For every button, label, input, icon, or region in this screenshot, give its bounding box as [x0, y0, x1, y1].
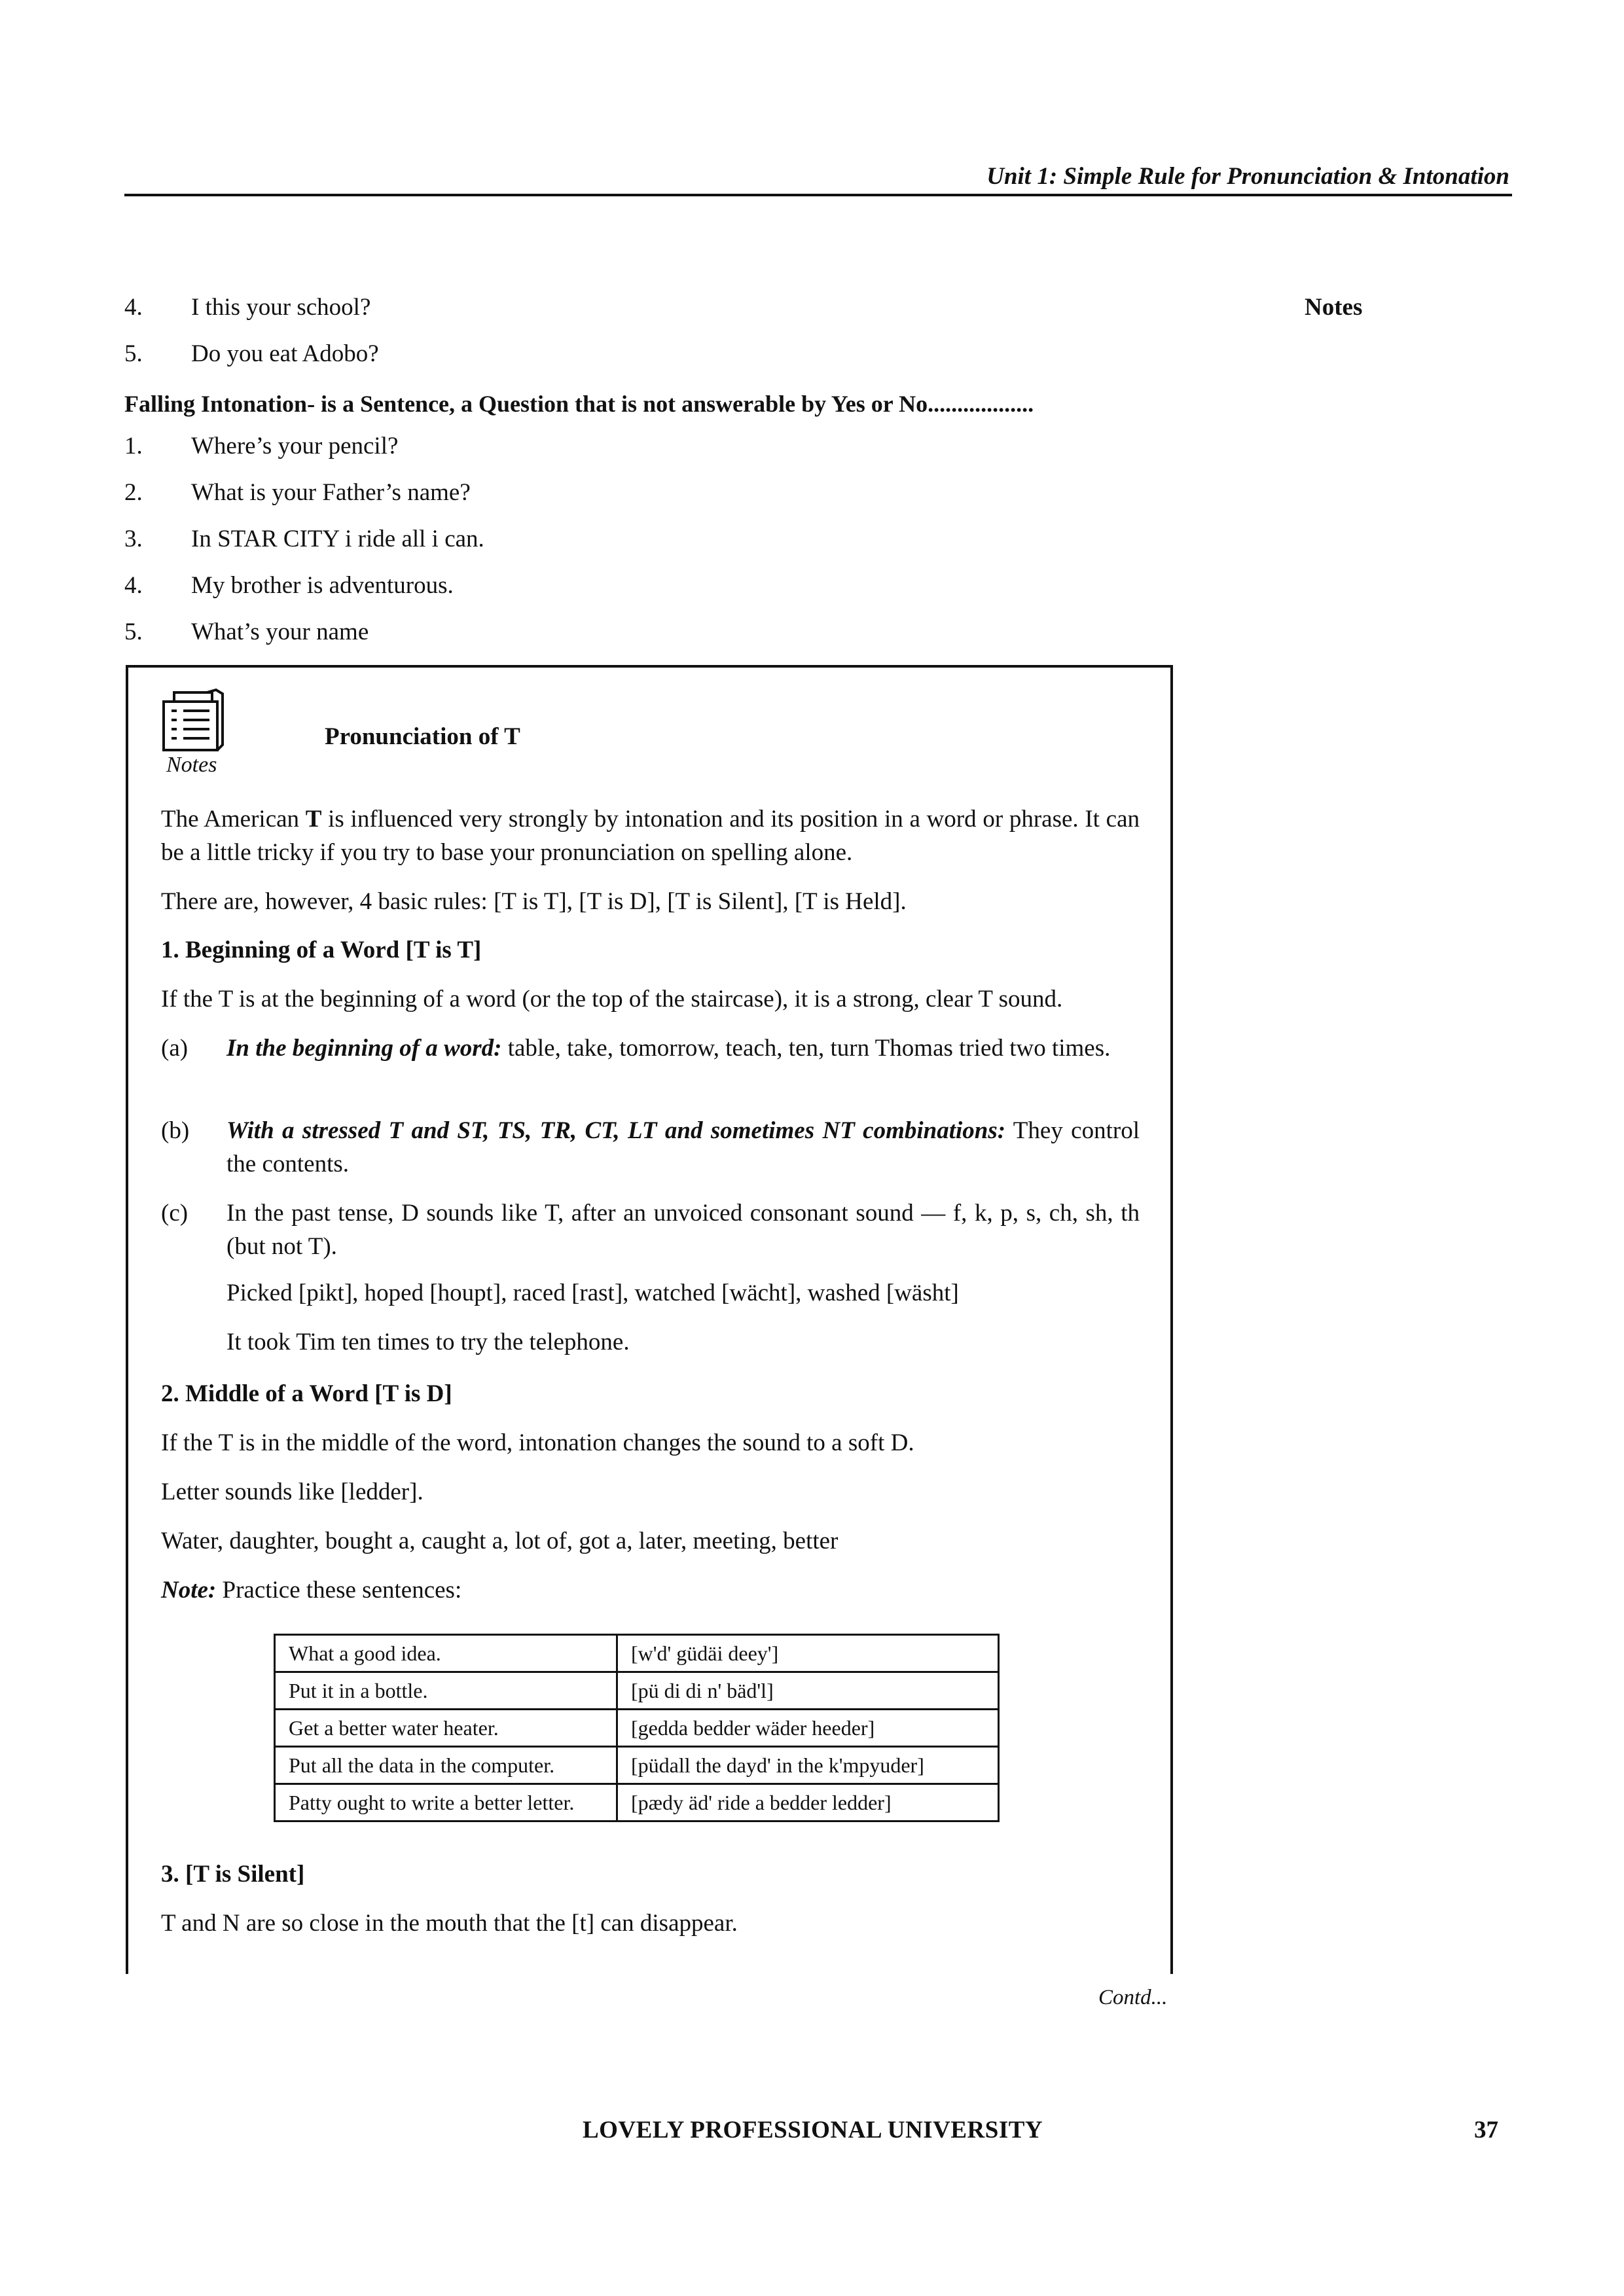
past-tense-examples: Picked [pikt], hoped [houpt], raced [rast], watched [wächt], washed [wäsht] — [226, 1280, 959, 1306]
falling-intonation-heading: Falling Intonation- is a Sentence, a Question that is not answerable by Yes or No.................. — [124, 391, 1034, 417]
running-header-title: Unit 1: Simple Rule for Pronunciation & Intonation — [986, 163, 1509, 190]
list-item-number: 2. — [124, 479, 143, 506]
sub-item-lead: With a stressed T and ST, TS, TR, CT, LT and sometimes NT combinations: — [226, 1117, 1006, 1144]
tongue-twister-example: It took Tim ten times to try the telephone. — [226, 1329, 630, 1355]
table-row — [275, 1747, 999, 1784]
practice-table — [274, 1634, 1000, 1822]
list-item-number: 5. — [124, 619, 143, 645]
table-cell: [püdall the dayd' in the k'mpyuder] — [617, 1747, 999, 1784]
list-item-text: Do you eat Adobo? — [191, 340, 379, 367]
header-rule — [124, 194, 1512, 196]
list-item — [124, 525, 484, 553]
sub-item-text: They control the contents. — [226, 1117, 1140, 1178]
list-item — [124, 478, 471, 507]
practice-note — [161, 1573, 1140, 1607]
list-item-number: 4. — [124, 294, 143, 321]
table-row — [275, 1784, 999, 1821]
table-cell: Put it in a bottle. — [275, 1672, 617, 1710]
sub-item-label: (a) — [161, 1035, 189, 1062]
sub-item-text: table, take, tomorrow, teach, ten, turn Thomas tried two times. — [501, 1035, 1111, 1062]
list-item — [124, 618, 369, 646]
section-1-heading: 1. Beginning of a Word [T is T] — [161, 937, 482, 963]
table-cell: [pædy äd' ride a bedder ledder] — [617, 1784, 999, 1821]
section-3-heading: 3. [T is Silent] — [161, 1861, 305, 1888]
section-1-text: If the T is at the beginning of a word (or the top of the staircase), it is a strong, clear T sound. — [161, 986, 1063, 1013]
intro-paragraph — [161, 802, 1140, 869]
table-cell: Get a better water heater. — [275, 1710, 617, 1747]
notes-box-title: Pronunciation of T — [325, 723, 520, 750]
margin-notes-label: Notes — [1305, 294, 1363, 321]
table-cell: [w'd' güdäi deey'] — [617, 1635, 999, 1672]
continued-label: Contd... — [1098, 1986, 1168, 2009]
list-item-text: Where’s your pencil? — [191, 433, 399, 459]
intro-text-b: is influenced very strongly by intonation and its position in a word or phrase. It can be a little tricky if you try to base your pronunciation on spelling alone. — [161, 806, 1140, 867]
table-cell: [pü di di n' bäd'l] — [617, 1672, 999, 1710]
sub-item-label: (b) — [161, 1117, 190, 1144]
note-text: Practice these sentences: — [216, 1577, 462, 1604]
intro-bold-t: T — [305, 806, 322, 833]
list-item-number: 5. — [124, 340, 143, 367]
list-item — [124, 432, 398, 460]
footer-university: LOVELY PROFESSIONAL UNIVERSITY — [583, 2117, 1043, 2144]
sub-item-label: (c) — [161, 1200, 189, 1227]
list-item-text: In STAR CITY i ride all i can. — [191, 526, 484, 552]
sub-item-lead: In the beginning of a word: — [226, 1035, 502, 1062]
list-item-number: 4. — [124, 572, 143, 599]
table-cell: What a good idea. — [275, 1635, 617, 1672]
list-item — [124, 293, 370, 321]
list-item-number: 3. — [124, 526, 143, 552]
list-item-number: 1. — [124, 433, 143, 459]
rules-line: There are, however, 4 basic rules: [T is T], [T is D], [T is Silent], [T is Held]. — [161, 888, 907, 915]
list-item — [124, 340, 379, 368]
notes-icon-label: Notes — [166, 753, 217, 777]
intro-text-a: The American — [161, 806, 306, 833]
note-lead: Note: — [161, 1577, 217, 1604]
table-row — [275, 1710, 999, 1747]
table-cell: Put all the data in the computer. — [275, 1747, 617, 1784]
table-row — [275, 1635, 999, 1672]
table-cell: [gedda bedder wäder heeder] — [617, 1710, 999, 1747]
sub-item-a — [161, 1031, 1140, 1065]
sub-item-text: In the past tense, D sounds like T, after an unvoiced consonant sound — f, k, p, s, ch, sh, th (but not T). — [226, 1200, 1140, 1261]
list-item-text: My brother is adventurous. — [191, 572, 454, 599]
sub-item-c — [161, 1196, 1140, 1263]
list-item-text: What’s your name — [191, 619, 369, 645]
page-number: 37 — [1474, 2117, 1498, 2144]
notes-book-icon — [161, 687, 226, 753]
table-cell: Patty ought to write a better letter. — [275, 1784, 617, 1821]
section-2-text: If the T is in the middle of the word, intonation changes the sound to a soft D. — [161, 1429, 914, 1456]
section-2-words: Water, daughter, bought a, caught a, lot of, got a, later, meeting, better — [161, 1528, 839, 1554]
section-2-letter: Letter sounds like [ledder]. — [161, 1479, 424, 1505]
sub-item-b — [161, 1114, 1140, 1181]
list-item-text: I this your school? — [191, 294, 371, 321]
table-row — [275, 1672, 999, 1710]
list-item — [124, 571, 454, 600]
section-2-heading: 2. Middle of a Word [T is D] — [161, 1380, 452, 1407]
notes-box — [126, 665, 1173, 1974]
list-item-text: What is your Father’s name? — [191, 479, 471, 506]
section-3-text: T and N are so close in the mouth that the [t] can disappear. — [161, 1910, 738, 1937]
